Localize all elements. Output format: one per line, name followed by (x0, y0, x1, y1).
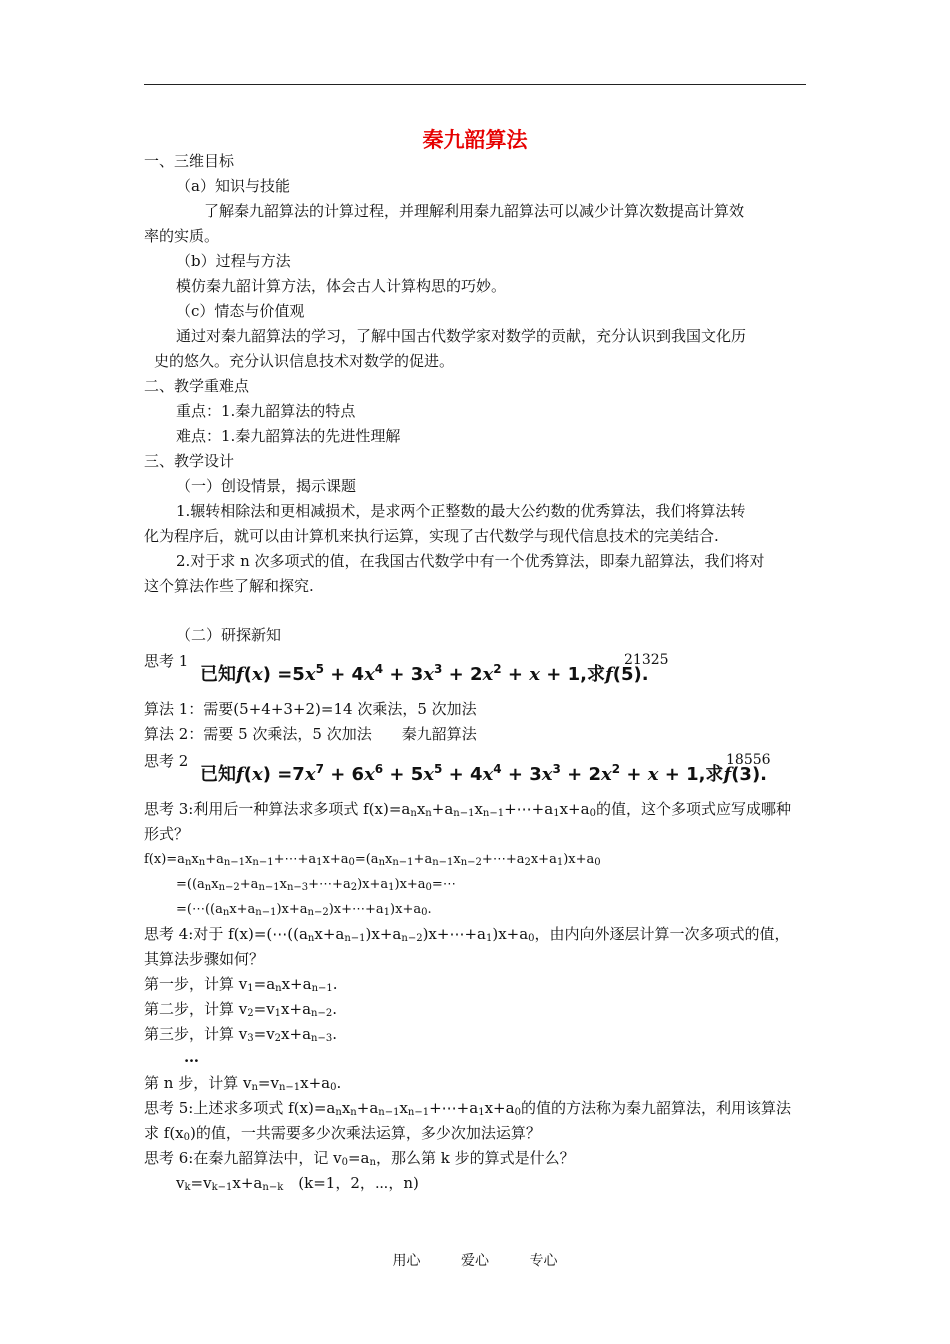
think6-line: 思考 6:在秦九韶算法中，记 $v_0=a_n$，那么第 k 步的算式是什么？ (144, 1149, 575, 1168)
subsection-heading: （二）研探新知 (176, 626, 282, 644)
step-line: 第一步，计算 $v_1=a_nx+a_{n-1}$. (144, 975, 338, 994)
paragraph-line: 化为程序后，就可以由计算机来执行运算，实现了古代数学与现代信息技术的完美结合. (144, 527, 719, 545)
think5-line: 思考 5:上述求多项式 $f(x)=a_nx_n+a_{n-1}x_{n-1}+\cdots+a_1x+a_0$的值的方法称为秦九韶算法，利用该算法 (144, 1099, 791, 1118)
step-line: 第三步，计算 $v_3=v_2x+a_{n-3}$. (144, 1025, 337, 1044)
subsection-heading: （一）创设情景，揭示课题 (176, 477, 357, 495)
step-line: 第二步，计算 $v_2=v_1x+a_{n-2}$. (144, 1000, 337, 1019)
think2-label: 思考 2 (144, 752, 189, 770)
paragraph-line: 了解秦九韶算法的计算过程，并理解利用秦九韶算法可以减少计算次数提高计算效 (204, 202, 745, 220)
subsection-heading: （c）情态与价值观 (176, 302, 305, 320)
footer-word: 用心 (392, 1253, 421, 1269)
section-heading: 三、教学设计 (144, 452, 235, 470)
paragraph-line: 2.对于求 n 次多项式的值，在我国古代数学中有一个优秀算法，即秦九韶算法，我们将对 (176, 552, 765, 570)
difficult-point: 难点：1.秦九韶算法的先进性理解 (176, 427, 401, 445)
page-title: 秦九韶算法 (422, 128, 528, 152)
page-footer (0, 1250, 950, 1270)
think2-answer: 18556 (726, 752, 771, 768)
think1-label: 思考 1 (144, 652, 189, 670)
subsection-heading: （a）知识与技能 (176, 177, 290, 195)
key-point: 重点：1.秦九韶算法的特点 (176, 402, 356, 420)
section-heading: 一、三维目标 (144, 152, 235, 170)
paragraph-line: 1.辗转相除法和更相减损术，是求两个正整数的最大公约数的优秀算法，我们将算法转 (176, 502, 746, 520)
subsection-heading: （b）过程与方法 (176, 252, 291, 270)
paragraph-line: 模仿秦九韶计算方法，体会古人计算构思的巧妙。 (176, 277, 507, 295)
paragraph-line: 史的悠久。充分认识信息技术对数学的促进。 (154, 352, 455, 370)
think4-line: 其算法步骤如何？ (144, 950, 265, 968)
think2-formula: 已知$f(x) =7x^7 + 6x^6 + 5x^5 + 4x^4 + 3x^3 + 2x^2 + x + 1$,求f(3). (200, 762, 768, 785)
think3-line: 形式？ (144, 825, 190, 843)
algorithm-1: 算法 1：需要(5+4+3+2)=14 次乘法，5 次加法 (144, 700, 477, 718)
think1-answer: 21325 (624, 652, 669, 668)
think5-line: 求 $f(x_0)$的值，一共需要多少次乘法运算，多少次加法运算？ (144, 1124, 541, 1143)
derivation-line: $=(\cdots((a_nx+a_{n-1})x+a_{n-2})x+\cdots+a_1)x+a_0$. (176, 902, 432, 918)
footer-word: 爱心 (461, 1253, 489, 1269)
think4-line: 思考 4:对于 $f(x)=(\cdots((a_nx+a_{n-1})x+a_{n-2})x+\cdots+a_1)x+a_0$，由内向外逐层计算一次多项式的值， (144, 925, 790, 944)
recurrence-formula: $v_k=v_{k-1}x+a_{n-k}$ (k=1，2，⋯，n) (176, 1174, 419, 1193)
algorithm-2: 算法 2：需要 5 次乘法，5 次加法 秦九韶算法 (144, 725, 477, 743)
section-heading: 二、教学重难点 (144, 377, 250, 395)
paragraph-line: 这个算法作些了解和探究. (144, 577, 314, 595)
think3-line: 思考 3:利用后一种算法求多项式 $f(x)=a_nx_n+a_{n-1}x_{n-1}+\cdots+a_1x+a_0$的值，这个多项式应写成哪种 (144, 800, 791, 819)
derivation-line: $f(x)=a_nx_n+a_{n-1}x_{n-1}+\cdots+a_1x+a_0=(a_nx_{n-1}+a_{n-1}x_{n-2}+\cdots+a_2x+a_1)x+a_0$ (144, 852, 601, 868)
think1-formula: 已知$f(x) =5x^5 + 4x^4 + 3x^3 + 2x^2 + x + 1$,求f(5). (200, 662, 649, 685)
ellipsis: … (184, 1048, 199, 1066)
paragraph-line: 通过对秦九韶算法的学习，了解中国古代数学家对数学的贡献，充分认识到我国文化历 (176, 327, 747, 345)
derivation-line: $=((a_nx_{n-2}+a_{n-1}x_{n-3}+\cdots+a_2)x+a_1)x+a_0=\cdots$ (176, 877, 456, 893)
step-line: 第 n 步，计算 $v_n=v_{n-1}x+a_0$. (144, 1074, 342, 1093)
header-rule (144, 84, 806, 85)
footer-word: 专心 (529, 1253, 558, 1269)
paragraph-line: 率的实质。 (144, 227, 220, 245)
